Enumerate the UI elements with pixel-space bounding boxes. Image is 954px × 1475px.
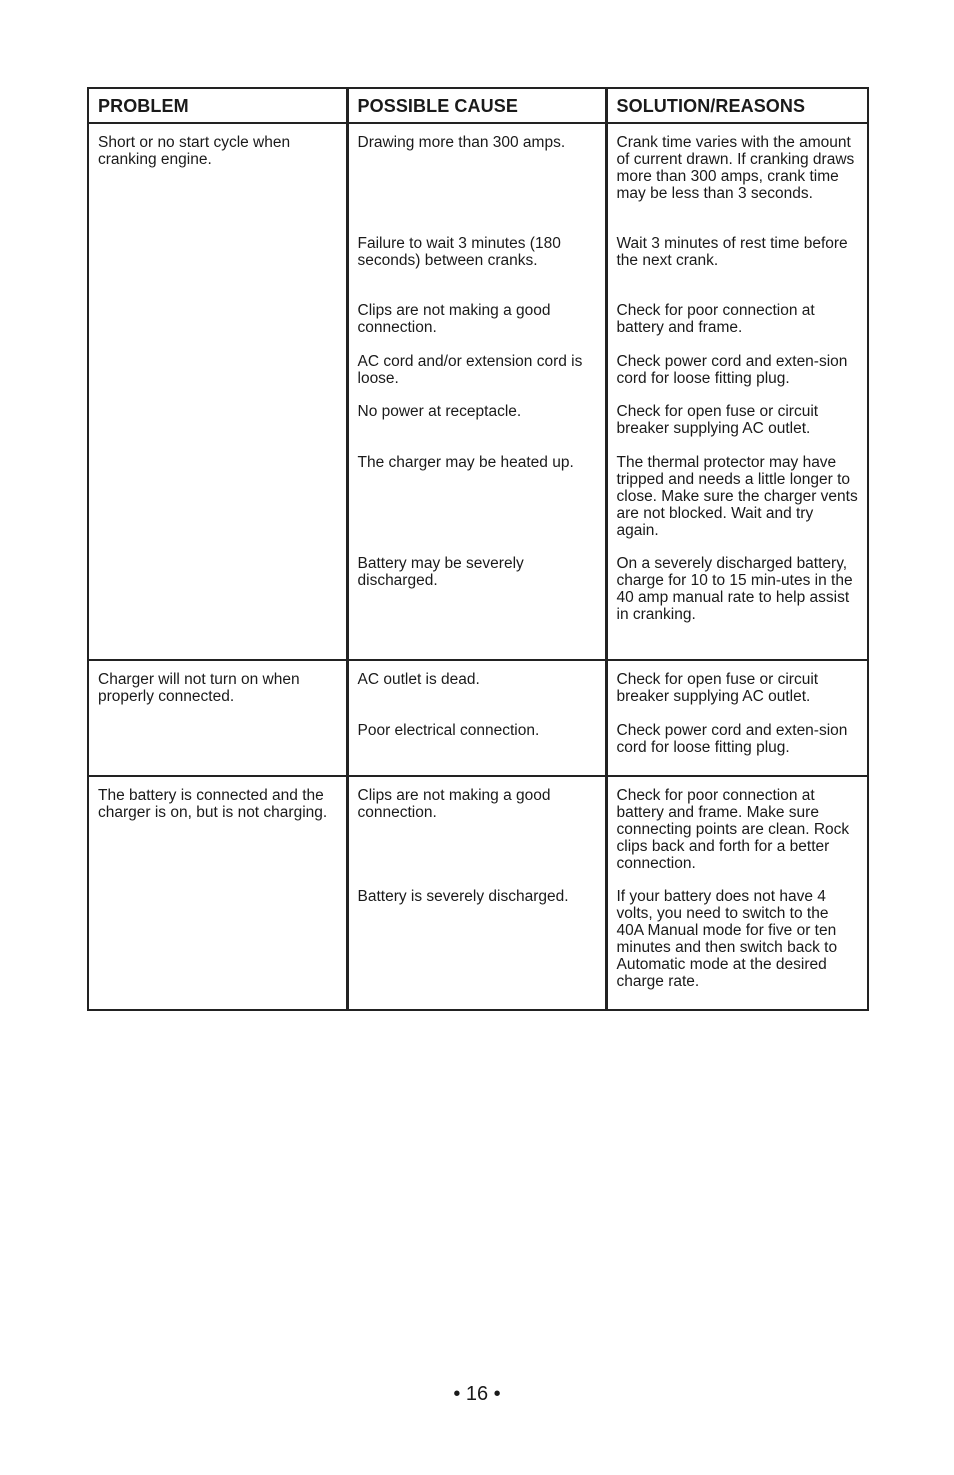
cause-text: Failure to wait 3 minutes (180 seconds) between cranks. [357,235,561,269]
table-header-row [88,88,868,123]
solution-text: Wait 3 minutes of rest time before the next crank. [616,235,848,269]
problem-cell [88,123,347,660]
cause-text: Clips are not making a good connection. [357,787,551,821]
cause-text: AC outlet is dead. [357,671,480,688]
solution-text: Crank time varies with the amount of current drawn. If cranking draws more than 300 amps, crank time may be less than 3 seconds. [616,134,855,202]
table-row [88,776,868,1010]
cause-text: The charger may be heated up. [357,454,574,471]
problem-cell [88,660,347,776]
problem-text: Charger will not turn on when properly connected. [98,671,300,705]
solution-text: Check for poor connection at battery and frame. Make sure connecting points are clean. Rock clips back and forth for a better connection. [616,787,850,872]
cause-text: Poor electrical connection. [357,722,540,739]
cause-text: Battery is severely discharged. [357,888,569,905]
cause-text: No power at receptacle. [357,403,522,420]
table-row [88,123,868,660]
cause-cell [347,776,606,1010]
solution-text: The thermal protector may have tripped and needs a little longer to close. Make sure the charger vents are not blocked. Wait and try again. [616,454,858,539]
solution-text: Check power cord and exten-sion cord for loose fitting plug. [616,353,848,387]
solution-cell [606,660,868,776]
solution-cell [606,123,868,660]
header-solution-reasons: SOLUTION/REASONS [606,88,868,123]
cause-text: AC cord and/or extension cord is loose. [357,353,583,387]
solution-text: Check for open fuse or circuit breaker supplying AC outlet. [616,671,819,705]
problem-text: The battery is connected and the charger is on, but is not charging. [98,787,328,821]
cause-text: Battery may be severely discharged. [357,555,524,589]
solution-text: If your battery does not have 4 volts, you need to switch to the 40A Manual mode for five or ten minutes and then switch back to Automatic mode at the desired charge rate. [616,888,838,990]
problem-text: Short or no start cycle when cranking engine. [98,134,291,168]
header-problem: PROBLEM [88,88,347,123]
cause-text: Clips are not making a good connection. [357,302,551,336]
cause-text: Drawing more than 300 amps. [357,134,566,151]
solution-text: Check for open fuse or circuit breaker supplying AC outlet. [616,403,819,437]
solution-text: On a severely discharged battery, charge for 10 to 15 min-utes in the 40 amp manual rate to help assist in cranking. [616,555,853,623]
problem-cell [88,776,347,1010]
solution-cell [606,776,868,1010]
cause-cell [347,660,606,776]
page-number: • 16 • [453,1383,501,1405]
table-row [88,660,868,776]
header-possible-cause: POSSIBLE CAUSE [347,88,606,123]
solution-text: Check for poor connection at battery and frame. [616,302,815,336]
solution-text: Check power cord and exten-sion cord for loose fitting plug. [616,722,848,756]
cause-cell [347,123,606,660]
troubleshooting-table [87,87,869,1011]
